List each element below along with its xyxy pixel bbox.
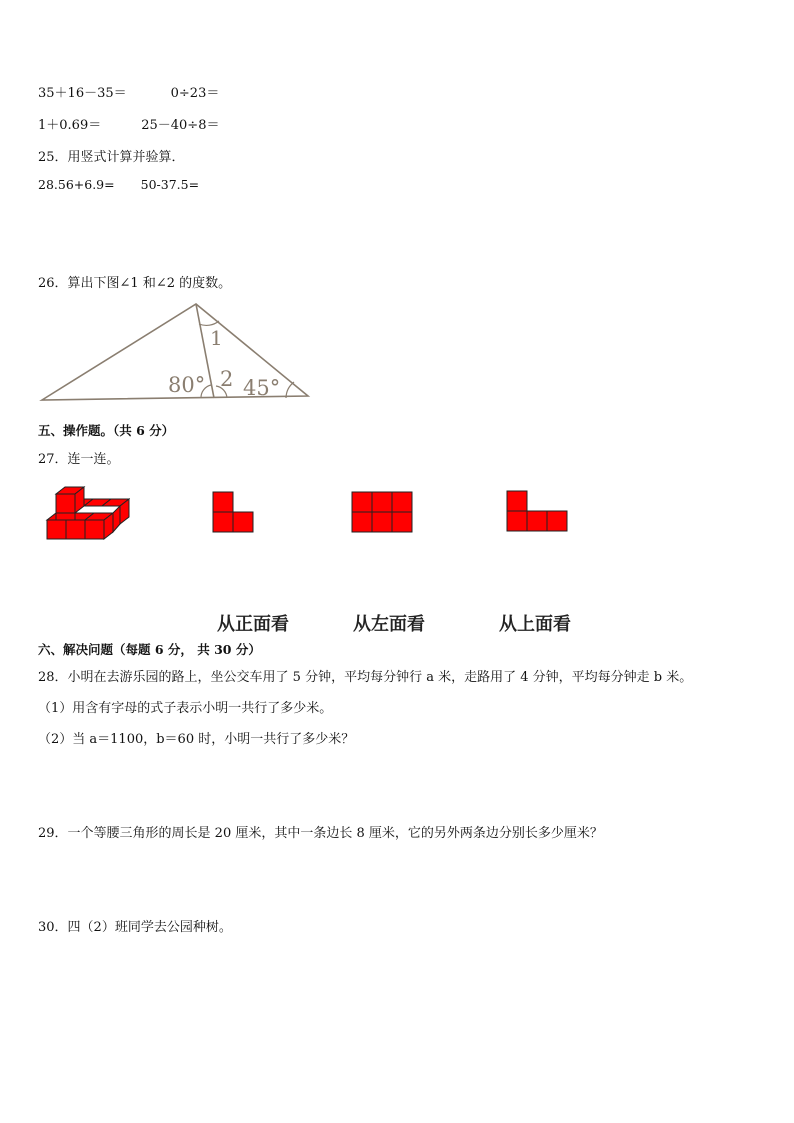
calc-expr: 25－40÷8＝: [141, 118, 220, 133]
question-30-title: 30．四（2）班同学去公园种树。: [38, 920, 232, 935]
calc-expr: 28.56+6.9=: [38, 177, 115, 192]
question-25-exprs: [38, 177, 199, 192]
cube-stack-figure: [44, 478, 130, 542]
question-29-title: 29．一个等腰三角形的周长是 20 厘米，其中一条边长 8 厘米，它的另外两条边分别长多少厘米？: [38, 826, 603, 841]
angle-label-45: 45°: [243, 376, 281, 400]
calc-expr: 0÷23＝: [170, 86, 220, 101]
view-shape-2: [351, 491, 413, 534]
calc-expr: 1＋0.69＝: [38, 118, 102, 133]
triangle-figure: [38, 298, 318, 406]
section-6-heading: 六、解决问题（每题 6 分， 共 30 分）: [38, 642, 261, 657]
question-28-part-1: （1）用含有字母的式子表示小明一共行了多少米。: [38, 701, 333, 716]
question-28-title: 28．小明在去游乐园的路上，坐公交车用了 5 分钟，平均每分钟行 a 米，走路用了 4 分钟，平均每分钟走 b 米。: [38, 670, 693, 685]
question-27-title: 27．连一连。: [38, 452, 120, 467]
angle-label-1: 1: [210, 326, 223, 350]
calc-expr: 35＋16－35＝: [38, 86, 127, 101]
calc-row-1: [38, 82, 219, 101]
calc-row-2: [38, 114, 219, 133]
view-shape-1: [212, 491, 256, 534]
question-26-title: 26．算出下图∠1 和∠2 的度数。: [38, 276, 232, 291]
calc-expr: 50-37.5=: [140, 177, 200, 192]
section-5-heading: 五、操作题。（共 6 分）: [38, 423, 175, 438]
view-shape-3: [506, 490, 570, 533]
view-label-left: 从左面看: [353, 614, 425, 635]
question-28-part-2: （2）当 a＝1100，b＝60 时，小明一共行了多少米？: [38, 732, 355, 747]
angle-label-2: 2: [220, 367, 234, 391]
angle-1-arc: [199, 321, 219, 325]
question-25-title: 25．用竖式计算并验算．: [38, 150, 185, 165]
view-label-top: 从上面看: [499, 614, 571, 635]
view-label-front: 从正面看: [217, 614, 289, 635]
angle-label-80: 80°: [168, 373, 206, 397]
